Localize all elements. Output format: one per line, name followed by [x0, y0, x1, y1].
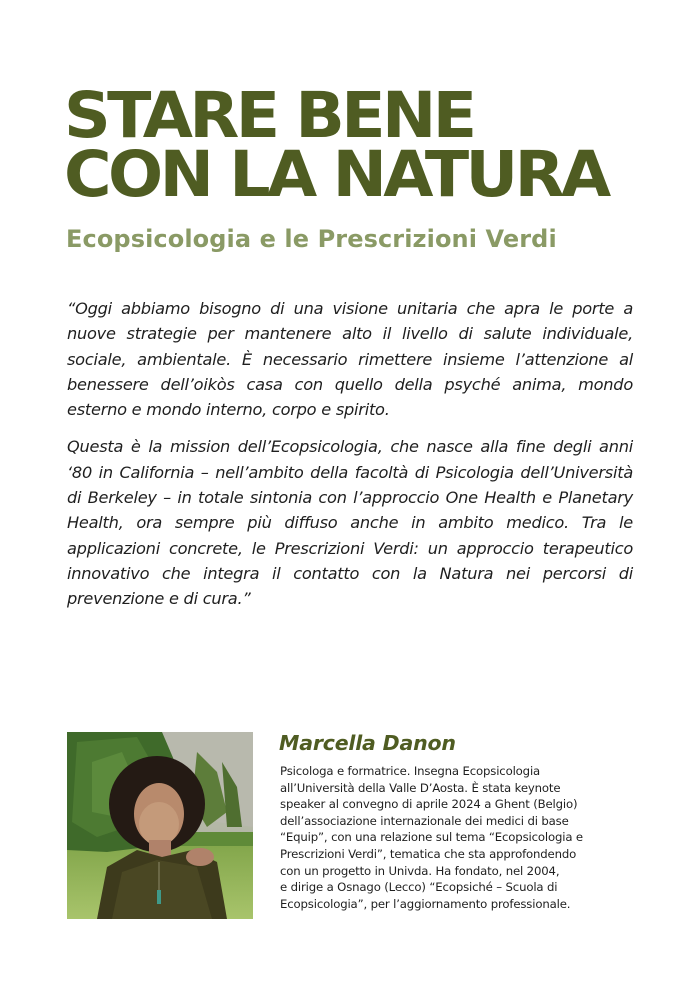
bio-line: Psicologa e formatrice. Insegna Ecopsicologia: [280, 764, 541, 778]
bio-line: speaker al convegno di aprile 2024 a Ghent (Belgio): [280, 797, 578, 812]
page-subtitle: Ecopsicologia e le Prescrizioni Verdi: [66, 225, 557, 253]
page-title: [64, 79, 608, 211]
quote-paragraph-1: “Oggi abbiamo bisogno di una visione unitaria che apra le porte a nuove strategie per mantenere alto il livello di salute individuale, sociale, ambientale. È necessario rimettere insieme l’attenzione al benessere dell’oikòs casa con quello della psyché anima, mondo esterno e mondo interno, corpo e spirito.: [67, 299, 633, 420]
author-name: Marcella Danon: [279, 731, 456, 755]
bio-line: “Equip”, con una relazione sul tema “Ecopsicologia e: [280, 830, 583, 845]
title-line-1: STARE BENE: [64, 79, 474, 152]
bio-line: con un progetto in Univda. Ha fondato, nel 2004,: [280, 863, 560, 878]
bio-line: Ecopsicologia”, per l’aggiornamento professionale.: [280, 896, 571, 911]
bio-line: Prescrizioni Verdi”, tematica che sta approfondendo: [280, 846, 577, 861]
bio-line: all’Università della Valle D’Aosta. È stata keynote: [280, 780, 561, 795]
bio-line: dell’associazione internazionale dei medici di base: [280, 813, 569, 828]
author-bio: [280, 763, 640, 912]
quote-paragraph-2: Questa è la mission dell’Ecopsicologia, che nasce alla fine degli anni ‘80 in California – nell’ambito della facoltà di Psicologia dell’Università di Berkeley – in totale sintonia con l’approccio One Health e Planetary Health, ora sempre più diffuso anche in ambito medico. Tra le applicazioni concrete, le Prescrizioni Verdi: un approccio terapeutico innovativo che integra il contatto con la Natura nei percorsi di prevenzione e di cura.”: [67, 437, 633, 609]
author-photo: [67, 732, 253, 919]
portrait-image-icon: [67, 732, 253, 919]
title-line-2: CON LA NATURA: [64, 138, 608, 211]
quote-block: [67, 296, 633, 624]
bio-line: e dirige a Osnago (Lecco) “Ecopsiché – Scuola di: [280, 880, 558, 895]
